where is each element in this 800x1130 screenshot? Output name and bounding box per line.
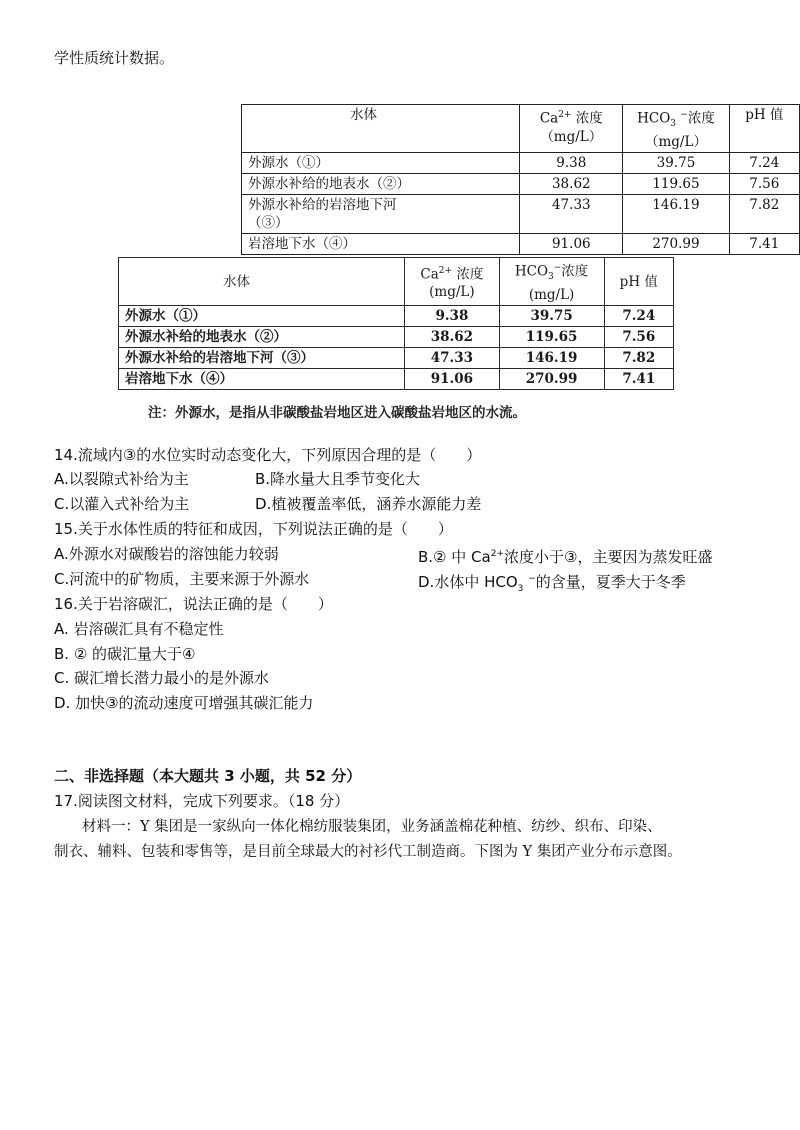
header-ca: $Ca^{2+}$ 浓度 (mg/L): [405, 258, 499, 306]
q14-option-b: B.降水量大且季节变化大: [255, 470, 421, 488]
q17-stem: 17.阅读图文材料，完成下列要求。（18 分）: [54, 792, 350, 810]
q14-stem: 14.流域内③的水位实时动态变化大，下列原因合理的是（ ）: [54, 446, 482, 464]
cell-water-body: 外源水（①）: [119, 306, 405, 327]
q16-option-c: C. 碳汇增长潜力最小的是外源水: [54, 669, 270, 687]
cell-hco3: 119.65: [623, 174, 729, 195]
cell-hco3: 270.99: [623, 234, 729, 255]
water-chemistry-table: [241, 104, 800, 255]
q15-option-d: D.水体中 $HCO_3$ −的含量，夏季大于冬季: [418, 573, 686, 594]
scanned-water-chemistry-table: [118, 257, 674, 390]
q14-option-d: D.植被覆盖率低，涵养水源能力差: [255, 495, 482, 513]
cell-ph: 7.82: [604, 348, 673, 369]
section-heading: 二、非选择题（本大题共 3 小题，共 52 分）: [54, 767, 362, 785]
table-row: [119, 327, 674, 348]
table-header-row: [119, 258, 674, 306]
q16-option-a: A. 岩溶碳汇具有不稳定性: [54, 620, 224, 638]
cell-ph: 7.41: [604, 369, 673, 390]
header-water-body: 水体: [119, 258, 405, 306]
cell-ph: 7.41: [729, 234, 799, 255]
q17-material-line1: 材料一：Y 集团是一家纵向一体化棉纺服装集团，业务涵盖棉花种植、纺纱、织布、印染、: [82, 819, 662, 835]
cell-ca: 91.06: [520, 234, 623, 255]
header-ph: pH 值: [729, 105, 799, 153]
cell-hco3: 119.65: [499, 327, 604, 348]
q15-option-b: B.② 中 $Ca^{2+}$浓度小于③，主要因为蒸发旺盛: [418, 548, 713, 566]
intro-tail-text: 学性质统计数据。: [54, 49, 175, 67]
table-row: [119, 306, 674, 327]
cell-ca: 9.38: [520, 153, 623, 174]
cell-hco3: 146.19: [623, 195, 729, 234]
q17-material-line2: 制衣、辅料、包装和零售等，是目前全球最大的衬衫代工制造商。下图为 Y 集团产业分布示意图。: [54, 844, 682, 860]
cell-hco3: 146.19: [499, 348, 604, 369]
table-header-row: [242, 105, 800, 153]
q16-option-b: B. ② 的碳汇量大于④: [54, 645, 196, 663]
cell-ca: 91.06: [405, 369, 499, 390]
cell-water-body: 外源水补给的岩溶地下河 （③）: [242, 195, 520, 234]
cell-hco3: 270.99: [499, 369, 604, 390]
q15-option-c: C.河流中的矿物质，主要来源于外源水: [54, 570, 310, 588]
cell-ca: 47.33: [405, 348, 499, 369]
table-row: [242, 195, 800, 234]
q15-option-a: A.外源水对碳酸岩的溶蚀能力较弱: [54, 545, 279, 563]
header-ph: pH 值: [604, 258, 673, 306]
scanned-table-image: [118, 257, 674, 392]
q16-option-d: D. 加快③的流动速度可增强其碳汇能力: [54, 694, 314, 712]
q14-option-c: C.以灌入式补给为主: [54, 495, 190, 513]
table-note: 注：外源水，是指从非碳酸盐岩地区进入碳酸盐岩地区的水流。: [148, 405, 526, 421]
table-row: [119, 369, 674, 390]
q15-stem: 15.关于水体性质的特征和成因，下列说法正确的是（ ）: [54, 520, 453, 538]
table-row: [119, 348, 674, 369]
header-ca: $Ca^{2+}$ 浓度 （mg/L）: [520, 105, 623, 153]
cell-ph: 7.56: [729, 174, 799, 195]
cell-ph: 7.24: [729, 153, 799, 174]
table-row: [242, 174, 800, 195]
cell-ca: 38.62: [520, 174, 623, 195]
cell-water-body: 岩溶地下水（④）: [242, 234, 520, 255]
cell-hco3: 39.75: [623, 153, 729, 174]
cell-water-body: 外源水补给的地表水（②）: [119, 327, 405, 348]
header-hco3: $HCO_3$ −浓度 （mg/L）: [623, 105, 729, 153]
cell-ph: 7.24: [604, 306, 673, 327]
q14-option-a: A.以裂隙式补给为主: [54, 470, 189, 488]
cell-ca: 9.38: [405, 306, 499, 327]
cell-ph: 7.82: [729, 195, 799, 234]
cell-ca: 47.33: [520, 195, 623, 234]
cell-hco3: 39.75: [499, 306, 604, 327]
cell-water-body: 外源水补给的岩溶地下河（③）: [119, 348, 405, 369]
header-water-body: 水体: [242, 105, 520, 153]
cell-ph: 7.56: [604, 327, 673, 348]
q16-stem: 16.关于岩溶碳汇，说法正确的是（ ）: [54, 595, 333, 613]
table-row: [242, 234, 800, 255]
cell-ca: 38.62: [405, 327, 499, 348]
table-row: [242, 153, 800, 174]
header-hco3: $HCO_3^-$浓度 (mg/L): [499, 258, 604, 306]
cell-water-body: 外源水（①）: [242, 153, 520, 174]
cell-water-body: 岩溶地下水（④）: [119, 369, 405, 390]
cell-water-body: 外源水补给的地表水（②）: [242, 174, 520, 195]
